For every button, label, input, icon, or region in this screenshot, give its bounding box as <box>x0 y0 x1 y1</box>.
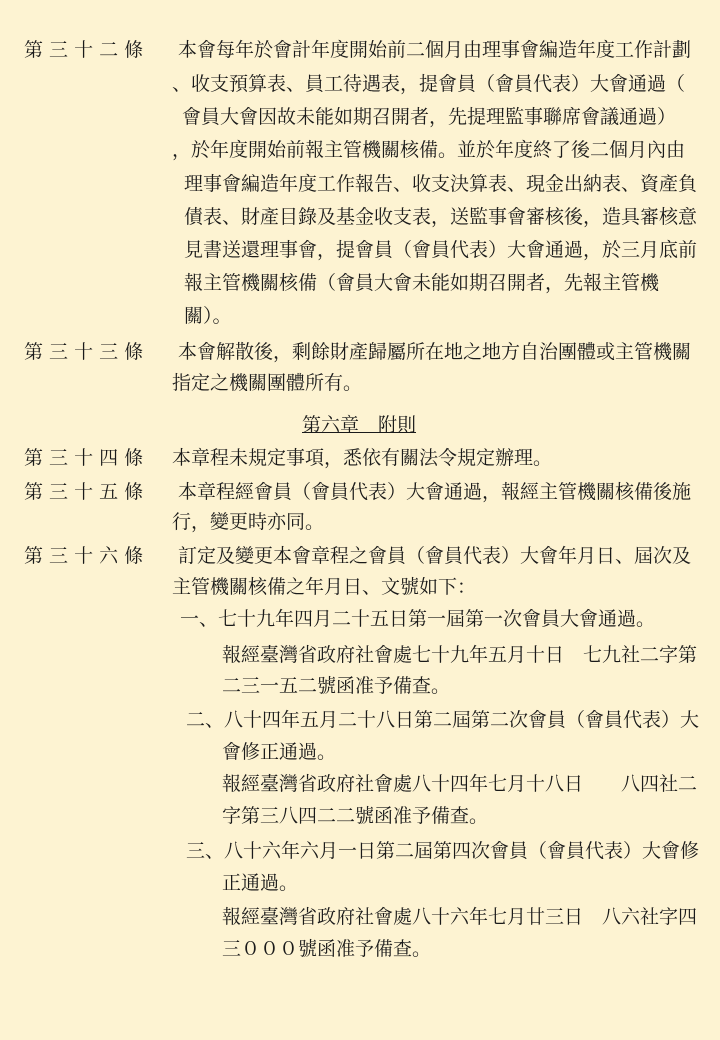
approval-line: 字第三八四二二號函准予備查。 <box>222 805 489 827</box>
article-33-line: 指定之機關團體所有。 <box>172 372 363 394</box>
article-36-line: 訂定及變更本會章程之會員（會員代表）大會年月日、屆次及 <box>178 545 692 567</box>
amendment-item-3-cont: 正通過。 <box>222 872 299 894</box>
article-32-line: 債表、財產目錄及基金收支表，送監事會審核後，造具審核意 <box>184 206 698 228</box>
amendment-item-2: 二、八十四年五月二十八日第二屆第二次會員（會員代表）大 <box>186 709 700 731</box>
article-32-line: 見書送還理事會，提會員（會員代表）大會通過，於三月底前 <box>184 239 698 261</box>
article-35-line: 行，變更時亦同。 <box>172 511 325 533</box>
approval-line: 報經臺灣省政府社會處八十六年七月廿三日 八六社字四 <box>222 906 698 928</box>
article-32-line: 會員大會因故未能如期召開者，先提理監事聯席會議通過） <box>182 106 677 128</box>
approval-line: 二三一五二號函准予備查。 <box>222 675 451 697</box>
amendment-item-2-cont: 會修正通過。 <box>222 741 337 763</box>
article-36-label: 第 三 十 六 條 <box>24 545 144 567</box>
article-34-line: 本章程未規定事項，悉依有關法令規定辦理。 <box>172 447 553 469</box>
article-33-line: 本會解散後，剩餘財產歸屬所在地之地方自治團體或主管機關 <box>178 341 692 363</box>
article-34-label: 第 三 十 四 條 <box>24 447 144 469</box>
article-35-label: 第 三 十 五 條 <box>24 481 144 503</box>
article-32-line: 理事會編造年度工作報告、收支決算表、現金出納表、資產負 <box>184 173 698 195</box>
article-32-line: 關）。 <box>184 305 232 327</box>
article-32-line: 報主管機關核備（會員大會未能如期召開者，先報主管機 <box>184 272 660 294</box>
article-33-label: 第 三 十 三 條 <box>24 341 144 363</box>
article-32-line: 、收支預算表、員工待遇表，提會員（會員代表）大會通過（ <box>172 73 686 95</box>
amendment-item-3: 三、八十六年六月一日第二屆第四次會員（會員代表）大會修 <box>186 840 700 862</box>
article-32-line: ，於年度開始前報主管機關核備。並於年度終了後二個月內由 <box>172 139 686 161</box>
approval-line: 報經臺灣省政府社會處八十四年七月十八日 八四社二 <box>222 773 698 795</box>
approval-line: 報經臺灣省政府社會處七十九年五月十日 七九社二字第 <box>222 644 698 666</box>
article-32-line: 本會每年於會計年度開始前二個月由理事會編造年度工作計劃 <box>178 39 692 61</box>
approval-line: 三０００號函准予備查。 <box>222 938 432 960</box>
article-35-line: 本章程經會員（會員代表）大會通過，報經主管機關核備後施 <box>178 481 692 503</box>
article-32-label: 第 三 十 二 條 <box>24 39 144 61</box>
article-36-line: 主管機關核備之年月日、文號如下： <box>172 576 477 598</box>
amendment-item-1: 一、七十九年四月二十五日第一屆第一次會員大會通過。 <box>180 608 656 630</box>
chapter-heading: 第六章 附則 <box>302 414 417 436</box>
